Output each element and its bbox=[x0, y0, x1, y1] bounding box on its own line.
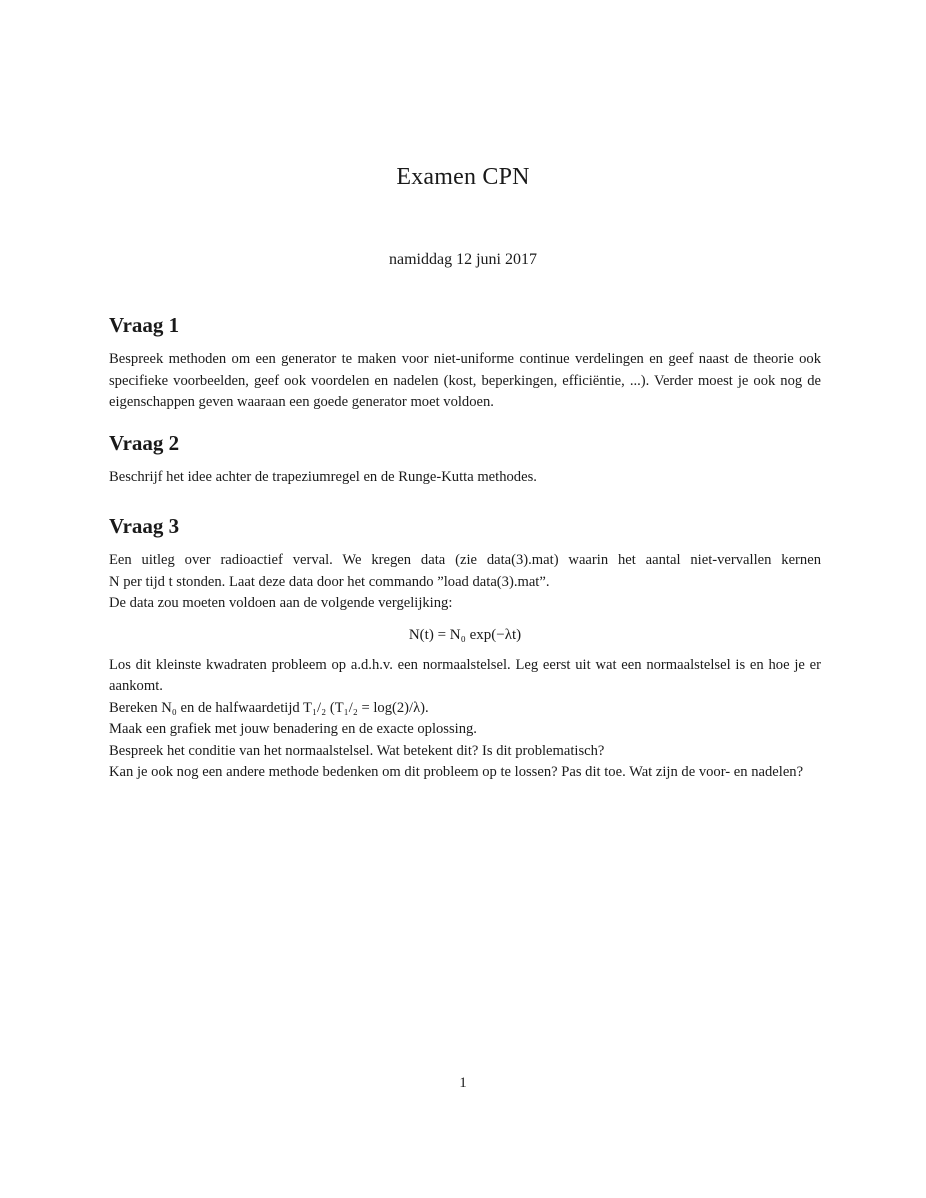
question-2-heading: Vraag 2 bbox=[109, 431, 180, 455]
decay-equation: N(t) = N₀ exp(−λt) bbox=[408, 626, 522, 643]
question-3-intro-line-2: N per tijd t stonden. Laat deze data door het commando ”load data(3).mat”. bbox=[109, 573, 550, 590]
question-3 bbox=[109, 514, 821, 784]
question-3-condition-line: Bespreek het conditie van het normaalstelsel. Wat betekent dit? Is dit problematisch? bbox=[109, 742, 605, 759]
question-1-heading: Vraag 1 bbox=[109, 313, 180, 337]
question-2 bbox=[109, 431, 821, 489]
document-date: namiddag 12 juni 2017 bbox=[389, 251, 537, 268]
question-3-other-method-text: Kan je ook nog een andere methode bedenken om dit probleem op te lossen? Pas dit toe. Wat zijn de voor- en nadelen? bbox=[109, 764, 804, 780]
question-3-graph-line: Maak een grafiek met jouw benadering en de exacte oplossing. bbox=[109, 721, 477, 737]
page-number: 1 bbox=[459, 1075, 467, 1091]
question-1-text: Bespreek methoden om een generator te maken voor niet-uniforme continue verdelingen en geef naast de theorie ook specifieke voorbeelden, geef ook voordelen en nadelen (kost, beperkingen, efficiëntie, ...). Verder moest je ook nog de eigenschappen geven waaraan een goede generator moet voldoen. bbox=[109, 351, 821, 410]
document-title: Examen CPN bbox=[396, 164, 530, 190]
question-3-intro-line-3: De data zou moeten voldoen aan de volgende vergelijking: bbox=[109, 595, 453, 611]
question-2-text: Beschrijf het idee achter de trapeziumregel en de Runge-Kutta methodes. bbox=[109, 469, 537, 485]
question-3-intro-line-1: Een uitleg over radioactief verval. We kregen data (zie data(3).mat) waarin het aantal niet-vervallen kernen bbox=[109, 552, 821, 568]
question-3-normal-system-text: Los dit kleinste kwadraten probleem op a.d.h.v. een normaalstelsel. Leg eerst uit wat een normaalstelsel is en hoe je er aankomt. bbox=[109, 656, 821, 694]
question-1 bbox=[109, 313, 821, 414]
question-3-heading: Vraag 3 bbox=[109, 514, 180, 538]
question-3-compute-line: Bereken N₀ en de halfwaardetijd T₁/₂ (T₁/₂ = log(2)/λ). bbox=[109, 699, 429, 716]
